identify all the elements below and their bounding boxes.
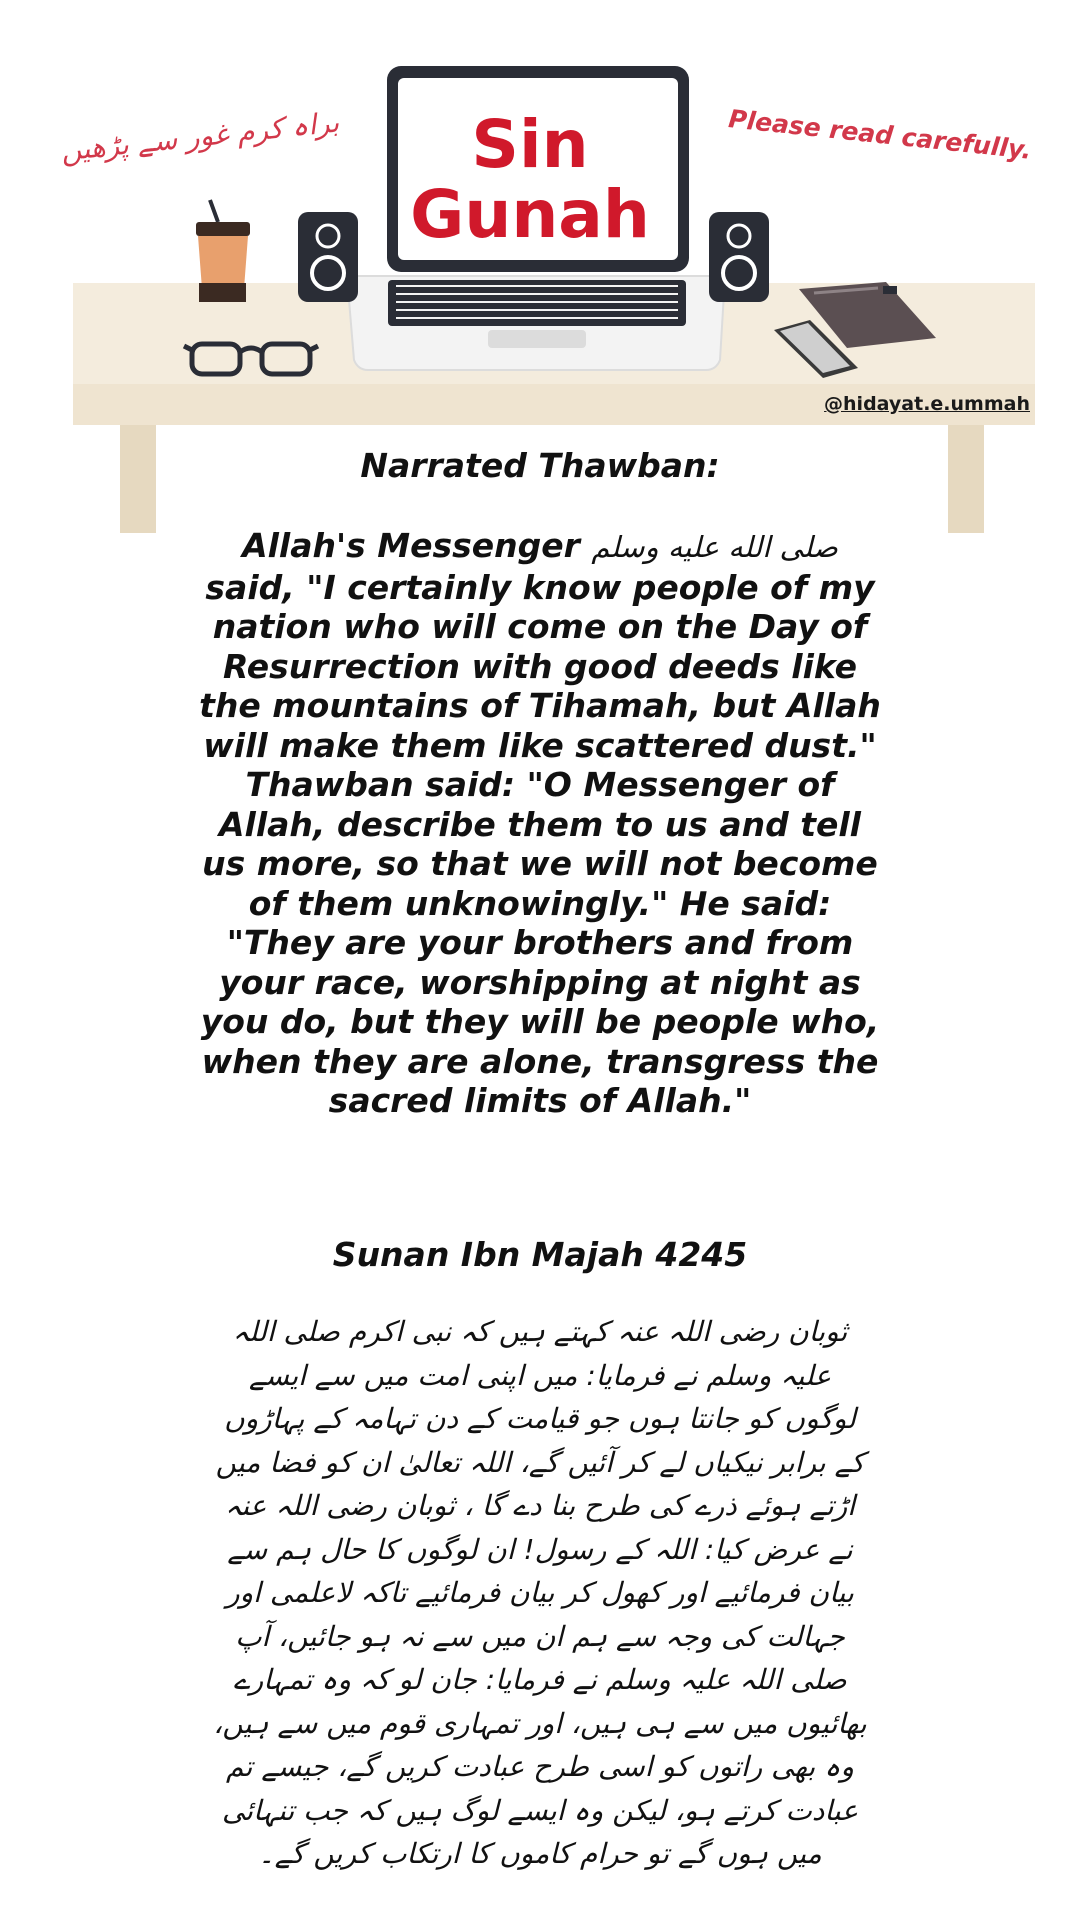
laptop-screen-title bbox=[400, 106, 660, 253]
social-handle: @hidayat.e.ummah bbox=[824, 393, 1030, 415]
urdu-translation: ثوبان رضی اللہ عنہ کہتے ہیں کہ نبی اکرم صلی اللہ علیہ وسلم نے فرمایا: میں اپنی امت میں سے ایسے لوگوں کو جانتا ہوں جو قیامت کے دن تہامہ کے پہاڑوں کے برابر نیکیاں لے کر آئیں گے، اللہ تعالیٰ ان کو فضا میں اڑتے ہوئے ذرے کی طرح بنا دے گا ، ثوبان رضی اللہ عنہ نے عرض کیا: اللہ کے رسول! ان لوگوں کا حال ہم سے بیان فرمائیے اور کھول کر بیان فرمائیے تاکہ لاعلمی اور جہالت کی وجہ سے ہم ان میں سے نہ ہو جائیں، آپ صلی اللہ علیہ وسلم نے فرمایا: جان لو کہ وہ تمہارے بھائیوں میں سے ہی ہیں، اور تمہاری قوم میں سے ہیں، وہ بھی راتوں کو اسی طرح عبادت کریں گے، جیسے تم عبادت کرتے ہو، لیکن وہ ایسے لوگ ہیں کہ جب تنہائی میں ہوں گے تو حرام کاموں کا ارتکاب کریں گے۔ bbox=[213, 1315, 867, 1870]
speaker-right bbox=[709, 212, 769, 302]
screen-title-line1: Sin bbox=[471, 106, 589, 183]
narrator-heading: Narrated Thawban: bbox=[360, 446, 720, 485]
desk-leg-right bbox=[948, 425, 984, 533]
hadith-body: said, "I certainly know people of my nation who will come on the Day of Resurrection with good deeds like the mountains of Tihamah, but Allah will make them like scattered dust." Thawban said: "O Messenger of Allah, describe them to us and tell us more, so that we will not become of them unknowingly." He said: "They are your brothers and from your race, worshipping at night as you do, but they will be people who, when they are alone, transgress the sacred limits of Allah." bbox=[199, 567, 881, 1120]
hadith-lead: Allah's Messenger bbox=[242, 526, 580, 565]
speaker-left bbox=[298, 212, 358, 302]
hadith-text bbox=[195, 526, 885, 1121]
hadith-reference: Sunan Ibn Majah 4245 bbox=[332, 1235, 748, 1274]
salutation: صلى الله عليه وسلم bbox=[591, 530, 838, 564]
read-carefully-urdu: براہ کرم غور سے پڑھیں bbox=[59, 105, 341, 168]
coffee-cup bbox=[196, 200, 250, 302]
screen-title-line2: Gunah bbox=[410, 176, 650, 253]
read-carefully-english: Please read carefully. bbox=[727, 104, 1033, 165]
